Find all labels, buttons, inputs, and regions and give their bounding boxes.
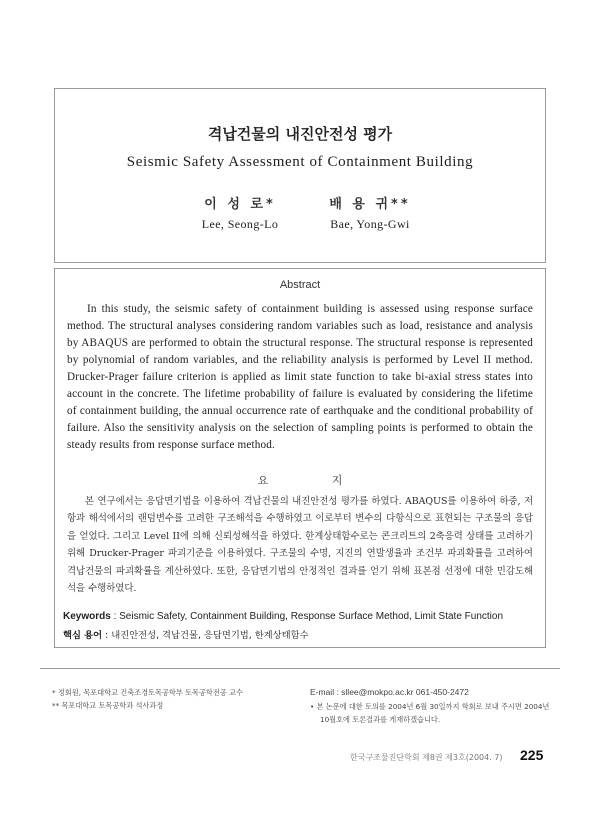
author-1-korean-name: 이 성 로* bbox=[204, 197, 276, 212]
abstract-frame bbox=[54, 268, 546, 648]
journal-running-footer: 한국구조물진단학회 제8권 제3호(2004. 7) bbox=[350, 753, 503, 762]
korean-abstract-text: 본 연구에서는 응답면기법을 이용하여 격납건물의 내진안전성 평가를 하였다. ABAQUS를 이용하여 하중, 저항과 해석에서의 랜덤변수를 고려한 구조해석을 수행하였고 이로부터 변수의 다항식으로 표현되는 구조물의 응답을 얻었다. 그리고 Level II에 의해 신뢰성해석을 하였다. 한계상태함수로는 콘크리트의 2축응력 상태를 고려하기 위해 Drucker-Prager 파괴기준을 이용하였다. 구조물의 수명, 지진의 연발생율과 조건부 파괴확률을 고려하여 격납건물의 파괴확률을 계산하였다. 또한, 응답면기법의 안정적인 결과를 얻기 위해 표본점 선정에 대한 민감도해석을 수행하였다. bbox=[67, 496, 533, 595]
footnote-contact bbox=[310, 686, 550, 726]
keywords-label: Keywords bbox=[63, 611, 111, 622]
author-2-korean-name: 배 용 귀** bbox=[329, 197, 411, 212]
footnote-affiliation-1: * 정회원, 목포대학교 건축조경토목공학부 토목공학전공 교수 bbox=[52, 688, 243, 697]
korean-abstract-heading: 요 지 bbox=[257, 474, 373, 487]
footnote-email: E-mail : sllee@mokpo.ac.kr 061-450-2472 bbox=[310, 687, 469, 697]
author-1-english-name: Lee, Seong-Lo bbox=[201, 217, 279, 231]
title-frame bbox=[54, 88, 546, 263]
author-2 bbox=[305, 193, 435, 232]
abstract-heading: Abstract bbox=[279, 279, 321, 291]
keywords-value: : Seismic Safety, Containment Building, Response Surface Method, Limit State Function bbox=[113, 611, 504, 622]
keywords-korean bbox=[63, 627, 543, 641]
author-1 bbox=[175, 193, 305, 232]
page-number: 225 bbox=[520, 747, 544, 763]
english-title: Seismic Safety Assessment of Containment Building bbox=[126, 154, 474, 170]
abstract-text: In this study, the seismic safety of containment building is assessed using response surface method. The structural analyses considering random variables such as load, resistance and analysis by ABAQUS are performed to obtain the structural response. The structural response is represented by polynomial of random variables, and the reliability analysis is performed by Level II method. Drucker-Prager failure criterion is applied as limit state function to take bi-axial stress states into account in the concrete. The lifetime probability of failure is evaluated by considering the lifetime of containment building, the annual occurrence rate of earthquake and the conditional probability of failure. Also the sensitivity analysis on the selection of sampling points is performed to obtain the steady results from response surface method. bbox=[67, 303, 533, 451]
korean-title: 격납건물의 내진안전성 평가 bbox=[207, 125, 393, 143]
footnote-discussion-note: • 본 논문에 대한 토의를 2004년 6월 30일까지 학회로 보내 주시면 2004년 10월호에 토론결과를 게재하겠습니다. bbox=[310, 702, 550, 724]
keywords-korean-label: 핵심 용어 bbox=[63, 630, 103, 641]
footnote-affiliations bbox=[52, 686, 302, 712]
keywords-korean-value: : 내진안전성, 격납건물, 응답면기법, 한계상태함수 bbox=[105, 630, 309, 641]
keywords-english bbox=[63, 611, 543, 622]
footnote-divider bbox=[40, 668, 560, 669]
footnote-affiliation-2: ** 목포대학교 토목공학과 석사과정 bbox=[52, 701, 164, 710]
author-2-english-name: Bae, Yong-Gwi bbox=[330, 217, 410, 231]
